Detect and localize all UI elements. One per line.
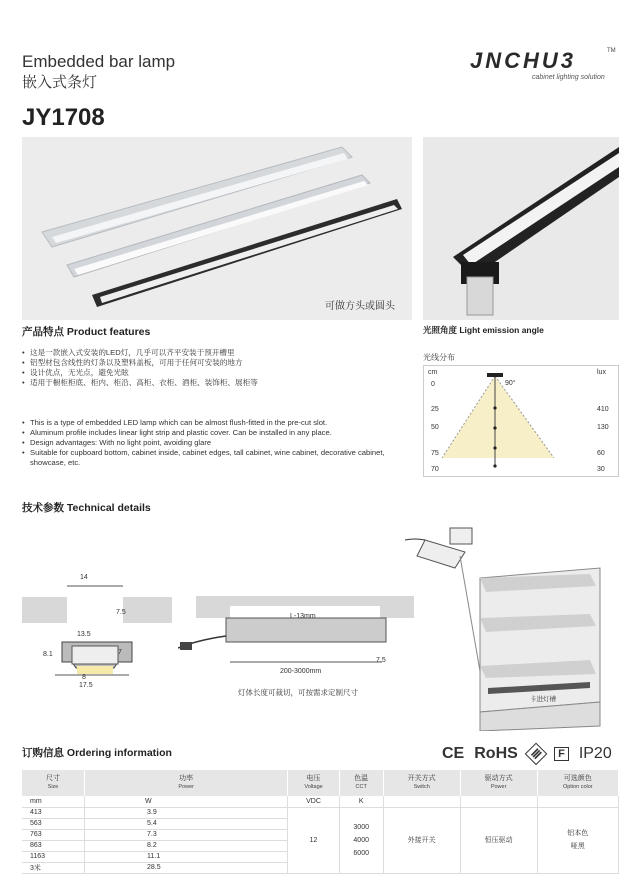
installation-drawing bbox=[400, 526, 620, 731]
list-item: • 适用于橱柜柜底、柜内、柜沿、高柜、衣柜、酒柜、装饰柜、展柜等 bbox=[22, 378, 258, 388]
table-header-row bbox=[22, 770, 619, 796]
dim-range: 200-3000mm bbox=[280, 668, 322, 675]
dim-7-5b: 7.5 bbox=[376, 657, 386, 664]
dim-length: L-13mm bbox=[290, 613, 316, 620]
tech-heading: 技术参数 Technical details bbox=[22, 502, 151, 514]
list-item: • 铝型材包含线性的灯条以及塑料盖板，可用于任何可安装的地方 bbox=[22, 358, 258, 368]
lux-410: 410 bbox=[597, 406, 609, 413]
cm-0: 0 bbox=[431, 381, 435, 388]
cm-75: 75 bbox=[431, 450, 439, 457]
lux-label: lux bbox=[597, 369, 606, 376]
dim-7: 7 bbox=[118, 649, 122, 656]
trademark: TM bbox=[607, 48, 616, 54]
list-item: • 设计优点，无光点，避免光眩 bbox=[22, 368, 258, 378]
table-row-units: mm W VDC K bbox=[22, 796, 619, 807]
certifications bbox=[442, 745, 612, 763]
profile-closeup-illustration bbox=[423, 137, 619, 320]
lamp-bars-illustration bbox=[22, 137, 412, 320]
f-mark-icon: F bbox=[554, 747, 569, 761]
col-color: 可选颜色 Option color bbox=[537, 770, 618, 796]
list-item: • This is a type of embedded LED lamp which can be almost flush-fitted in the pre-cut slot. bbox=[22, 418, 402, 428]
table-row: 563 5.4 bbox=[22, 818, 619, 829]
col-cct: 色温 CCT bbox=[339, 770, 383, 796]
cm-label: cm bbox=[428, 369, 438, 376]
dim-8-1: 8.1 bbox=[43, 651, 53, 658]
ordering-heading: 订购信息 Ordering information bbox=[22, 747, 172, 759]
lux-60: 60 bbox=[597, 450, 605, 457]
ordering-table bbox=[22, 770, 619, 874]
dim-7-5: 7.5 bbox=[116, 609, 126, 616]
light-cone-svg bbox=[424, 366, 618, 476]
emission-heading: 光照角度 Light emission angle bbox=[423, 325, 544, 335]
color-cell: 铝本色 哑黑 bbox=[537, 807, 618, 873]
title-en: Embedded bar lamp bbox=[22, 52, 176, 71]
cct-cell: 3000 4000 6000 bbox=[339, 807, 383, 873]
dim-14: 14 bbox=[80, 574, 88, 581]
features-en-list bbox=[22, 418, 402, 468]
title-cn: 嵌入式条灯 bbox=[22, 74, 98, 91]
brand-tagline: cabinet lighting solution bbox=[532, 74, 605, 81]
col-power: 功率 Power bbox=[85, 770, 288, 796]
rohs-mark: RoHS bbox=[474, 745, 518, 762]
angle-label: 90° bbox=[505, 380, 516, 387]
dim-8: 8 bbox=[82, 674, 86, 681]
ce-mark: CE bbox=[442, 745, 465, 762]
list-item: • Design advantages: With no light point, avoiding glare bbox=[22, 438, 402, 448]
lux-130: 130 bbox=[597, 424, 609, 431]
list-item: • Suitable for cupboard bottom, cabinet inside, cabinet edges, tall cabinet, wine cabinet, decorative cabinet, showcase, etc. bbox=[22, 448, 402, 468]
table-row: 413 3.9 12 3000 4000 6000 外接开关 恒压驱动 铝本色 哑黑 bbox=[22, 807, 619, 818]
col-switch: 开关方式 Switch bbox=[383, 770, 460, 796]
col-driver: 驱动方式 Power bbox=[460, 770, 537, 796]
cross-section-drawing bbox=[22, 570, 172, 690]
cabinet-svg bbox=[400, 526, 620, 731]
lux-30: 30 bbox=[597, 466, 605, 473]
cm-70: 70 bbox=[431, 466, 439, 473]
brand-logo: JNCHU3 bbox=[470, 48, 577, 73]
side-view-drawing bbox=[178, 596, 414, 676]
class-iii-icon: Ⅲ bbox=[525, 743, 548, 766]
cm-25: 25 bbox=[431, 406, 439, 413]
light-distribution-chart bbox=[423, 365, 619, 477]
photo-caption: 可做方头或圆头 bbox=[325, 301, 395, 312]
distribution-title: 光线分布 bbox=[423, 353, 455, 362]
model-number: JY1708 bbox=[22, 104, 105, 131]
profile-photo bbox=[423, 137, 619, 320]
side-view-svg bbox=[178, 596, 414, 676]
table-row: 1163 11.1 bbox=[22, 851, 619, 862]
cross-section-svg bbox=[22, 570, 172, 690]
product-photo bbox=[22, 137, 412, 320]
dim-17-5: 17.5 bbox=[79, 682, 93, 689]
cut-note: 灯体长度可裁切，可按需求定制尺寸 bbox=[238, 688, 358, 697]
dim-13-5: 13.5 bbox=[77, 631, 91, 638]
table-row: 3米 28.5 bbox=[22, 862, 619, 873]
table-row: 763 7.3 bbox=[22, 829, 619, 840]
col-voltage: 电压 Voltage bbox=[288, 770, 339, 796]
features-heading: 产品特点 Product features bbox=[22, 326, 151, 338]
cm-50: 50 bbox=[431, 424, 439, 431]
features-cn-list bbox=[22, 348, 258, 388]
col-size: 尺寸 Size bbox=[22, 770, 85, 796]
list-item: • 这是一款嵌入式安装的LED灯，几乎可以齐平安装于预开槽里 bbox=[22, 348, 258, 358]
ip20-mark: IP20 bbox=[578, 745, 612, 762]
table-row: 863 8.2 bbox=[22, 840, 619, 851]
list-item: • Aluminum profile includes linear light strip and plastic cover. Can be installed in any place. bbox=[22, 428, 402, 438]
slot-label: 卡进灯槽 bbox=[530, 696, 556, 703]
